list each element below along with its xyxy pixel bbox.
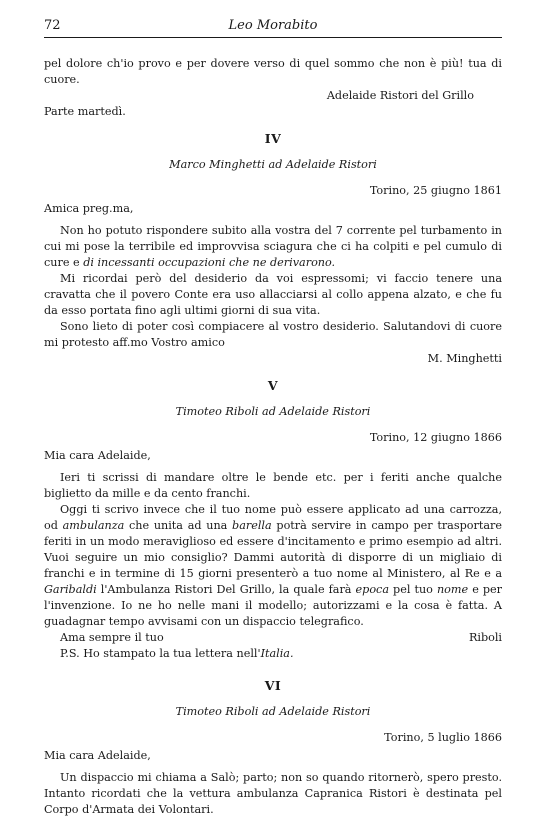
letter5-address: Timoteo Riboli ad Adelaide Ristori <box>175 405 371 418</box>
header-rule <box>44 37 502 38</box>
letter4-numeral: IV <box>264 131 282 146</box>
letter4-date: Torino, 25 giugno 1861 <box>369 184 502 197</box>
letter4-signature: M. Minghetti <box>427 352 502 365</box>
letter6-salutation: Mia cara Adelaide, <box>44 749 151 762</box>
letter5-p2-f: e per l'invenzione. Io ne ho nelle mani il modello; autorizzami e la cosa è fatta. A guadagnar tempo avvisami con un dispaccio telegrafico. <box>44 583 502 628</box>
letter4-paragraph-3: Sono lieto di poter così compiacere al vostro desiderio. Salutandovi di cuore mi protesto aff.mo Vostro amico <box>44 320 502 349</box>
letter6-address: Timoteo Riboli ad Adelaide Ristori <box>175 705 371 718</box>
letter4-p1-italic: di incessanti occupazioni che ne derivarono. <box>83 256 336 269</box>
letter5-ps-italic: Italia. <box>260 647 294 660</box>
letter6-date: Torino, 5 luglio 1866 <box>384 731 502 744</box>
letter5-ps-text: P.S. Ho stampato la tua lettera nell' <box>60 647 261 660</box>
letter5-p2-c: potrà servire in campo per trasportare feriti in un modo meraviglioso ed essere d'incitamento e primo esempio ad altri. Vuoi seguire un mio consiglio? Dammi autorità di disporre di un migliaio di franchi e in termine di 15 giorni presenterò a tuo nome al Ministero, al Re e a <box>44 519 502 580</box>
letter5-p2-em2: barella <box>232 519 272 532</box>
page-number: 72 <box>44 18 61 33</box>
letter6-paragraph-1: Un dispaccio mi chiama a Salò; parto; non so quando ritornerò, spero presto. Intanto ricordati che la vettura ambulanza Capranica Ristori è destinata pel Corpo d'Armata dei Volontari. <box>44 771 502 816</box>
letter4-paragraph-1 <box>44 223 502 271</box>
letter5-p2-b: che unita ad una <box>124 519 233 532</box>
letter5-p2-em1: ambulanza <box>62 519 125 532</box>
letter4-address: Marco Minghetti ad Adelaide Ristori <box>169 158 377 171</box>
letter4-p1-text: Non ho potuto rispondere subito alla vostra del 7 corrente pel turbamento in cui mi pose la terribile ed improvvisa sciagura che ci ha colpiti e pel cumulo di cure e <box>44 224 502 269</box>
letter6-numeral: VI <box>264 678 282 693</box>
page-body <box>44 56 502 818</box>
letter5-closing: Ama sempre il tuo <box>60 631 164 644</box>
running-title: Leo Morabito <box>228 18 318 33</box>
letter5-p2-d: l'Ambulanza Ristori Del Grillo, la quale farà <box>96 583 356 596</box>
letter5-paragraph-2 <box>44 502 502 630</box>
letter3-text: pel dolore ch'io provo e per dovere verso di quel sommo che non è più! tua di cuore. <box>44 57 502 86</box>
letter3-postscript: Parte martedì. <box>44 105 126 118</box>
letter5-p2-em5: nome <box>436 583 469 596</box>
letter5-paragraph-1: Ieri ti scrissi di mandare oltre le bende etc. per i feriti anche qualche biglietto da mille e da cento franchi. <box>44 471 502 500</box>
letter5-p2-a: Oggi ti scrivo invece che il tuo nome può essere applicato ad una carrozza, od <box>44 503 502 532</box>
letter5-salutation: Mia cara Adelaide, <box>44 449 151 462</box>
running-header <box>44 14 502 36</box>
letter5-p2-e: pel tuo <box>389 583 437 596</box>
letter4-paragraph-2: Mi ricordai però del desiderio da voi espressomi; vi faccio tenere una cravatta che il povero Conte era uso allacciarsi al collo appena alzato, e che fu da esso portata fino agli ultimi giorni di sua vita. <box>44 272 502 317</box>
letter5-signature: Riboli <box>468 631 502 644</box>
letter5-p2-em4: epoca <box>355 583 389 596</box>
page <box>44 14 502 816</box>
letter3-signature: Adelaide Ristori del Grillo <box>326 89 474 102</box>
letter5-closing-row <box>44 630 502 646</box>
letter5-p2-em3: Garibaldi <box>44 583 97 596</box>
letter4-salutation: Amica preg.ma, <box>44 202 134 215</box>
letter5-numeral: V <box>267 378 279 393</box>
letter5-postscript <box>44 646 502 662</box>
letter5-date: Torino, 12 giugno 1866 <box>369 431 502 444</box>
